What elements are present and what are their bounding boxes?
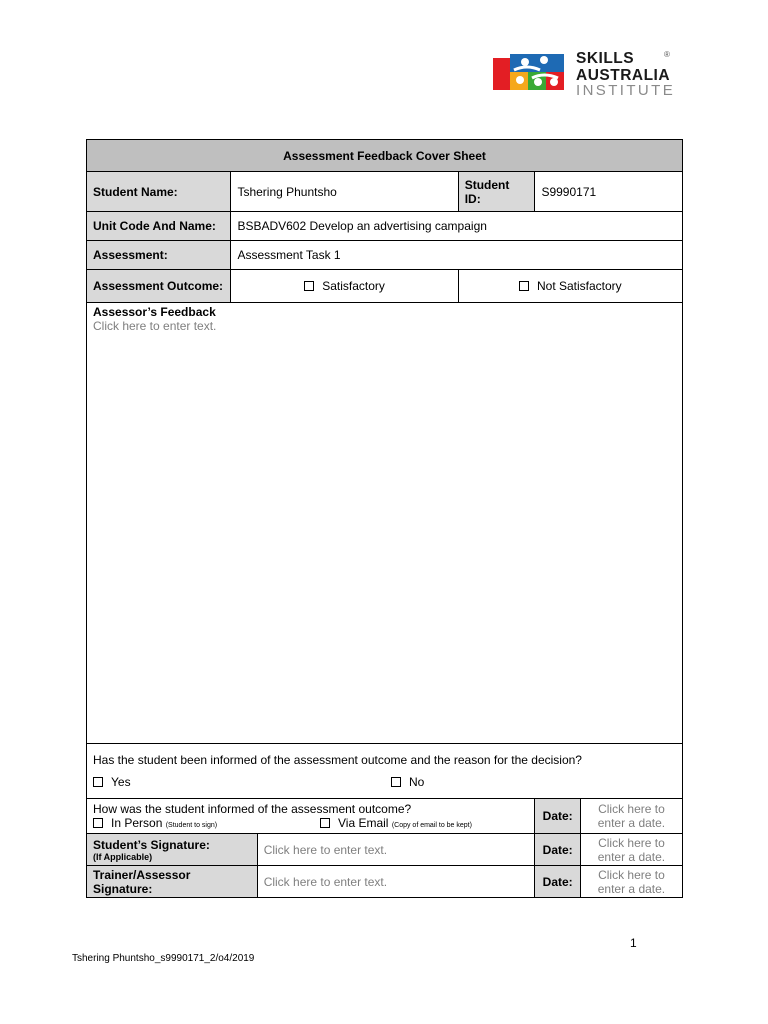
date-placeholder-line1: Click here to — [598, 835, 665, 850]
outcome-satisfactory-label: Satisfactory — [322, 279, 385, 293]
date-input[interactable] — [580, 834, 682, 866]
in-person-note: (Student to sign) — [165, 822, 218, 829]
page-number: 1 — [630, 936, 637, 950]
assessment-value[interactable]: Assessment Task 1 — [231, 241, 683, 270]
no-label: No — [409, 775, 425, 789]
logo-text-skills: SKILLS — [576, 50, 635, 67]
outcome-not-satisfactory-label: Not Satisfactory — [536, 279, 622, 293]
feedback-cover-sheet — [86, 139, 683, 898]
logo-text-institute: INSTITUTE — [576, 82, 676, 99]
how-informed-cell — [87, 799, 535, 834]
yes-label: Yes — [111, 775, 131, 789]
trainer-signature-input[interactable]: Click here to enter text. — [257, 866, 535, 898]
logo-text-australia: AUSTRALIA — [576, 66, 671, 84]
student-signature-note: (If Applicable) — [93, 851, 153, 862]
assessor-feedback-label: Assessor’s Feedback — [93, 305, 216, 319]
date-input[interactable] — [580, 799, 682, 834]
student-name-value[interactable]: Tshering Phuntsho — [231, 172, 458, 212]
assessor-feedback-area[interactable] — [87, 303, 683, 744]
student-signature-input[interactable]: Click here to enter text. — [257, 834, 535, 866]
date-label: Date: — [535, 834, 580, 866]
no-option[interactable] — [391, 775, 424, 789]
student-name-label: Student Name: — [87, 172, 231, 212]
date-placeholder-line1: Click here to — [598, 867, 665, 882]
yes-option[interactable] — [93, 775, 391, 789]
date-label: Date: — [535, 866, 580, 898]
checkbox-icon[interactable] — [519, 281, 529, 291]
date-placeholder-line2: enter a date. — [597, 849, 666, 864]
in-person-option[interactable] — [93, 816, 320, 830]
logo-mark-icon — [492, 50, 572, 96]
checkbox-icon[interactable] — [320, 818, 330, 828]
assessor-feedback-input[interactable]: Click here to enter text. — [93, 319, 217, 333]
via-email-option[interactable] — [320, 816, 472, 830]
unit-value[interactable]: BSBADV602 Develop an advertising campaign — [231, 212, 683, 241]
via-email-note: (Copy of email to be kept) — [391, 822, 472, 829]
date-placeholder-line2: enter a date. — [597, 881, 666, 896]
student-id-label: Student ID: — [458, 172, 535, 212]
outcome-not-satisfactory-option[interactable] — [458, 270, 682, 303]
informed-question: Has the student been informed of the assessment outcome and the reason for the decision? — [93, 753, 582, 767]
checkbox-icon[interactable] — [93, 818, 103, 828]
checkbox-icon[interactable] — [391, 777, 401, 787]
date-input[interactable] — [580, 866, 682, 898]
student-signature-label-cell — [87, 834, 258, 866]
student-id-value[interactable]: S9990171 — [535, 172, 683, 212]
unit-label: Unit Code And Name: — [87, 212, 231, 241]
student-signature-label: Student’s Signature: — [93, 837, 210, 852]
skills-australia-logo — [492, 50, 714, 99]
outcome-label: Assessment Outcome: — [87, 270, 231, 303]
via-email-label: Via Email — [338, 816, 389, 830]
date-placeholder-line1: Click here to — [598, 802, 665, 816]
trainer-signature-label: Trainer/Assessor Signature: — [87, 866, 258, 898]
checkbox-icon[interactable] — [93, 777, 103, 787]
assessment-label: Assessment: — [87, 241, 231, 270]
checkbox-icon[interactable] — [304, 281, 314, 291]
registered-mark: ® — [664, 50, 670, 59]
how-informed-question: How was the student informed of the assessment outcome? — [93, 802, 412, 816]
informed-question-cell — [87, 744, 683, 799]
date-label: Date: — [535, 799, 580, 834]
sheet-title: Assessment Feedback Cover Sheet — [87, 140, 683, 172]
in-person-label: In Person — [111, 816, 163, 830]
outcome-satisfactory-option[interactable] — [231, 270, 458, 303]
date-placeholder-line2: enter a date. — [597, 816, 666, 830]
footer-filename: Tshering Phuntsho_s9990171_2/o4/2019 — [72, 953, 255, 964]
